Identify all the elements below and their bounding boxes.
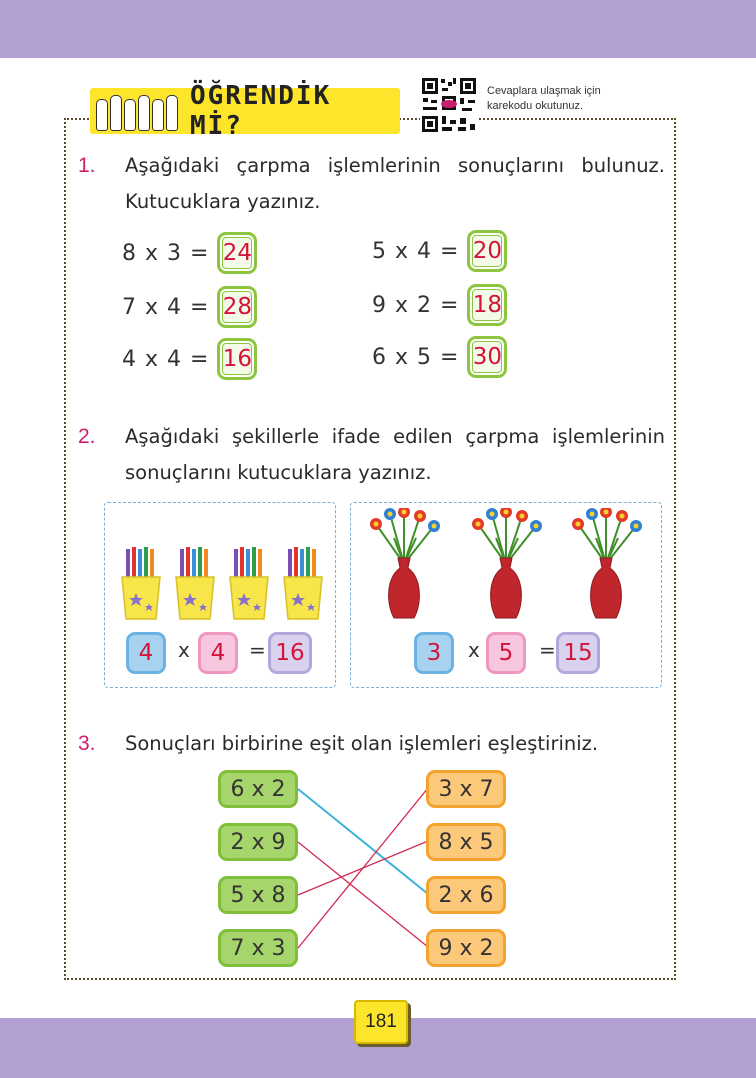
answer-box[interactable]: 28 bbox=[217, 286, 257, 328]
right-expression[interactable]: 3 x 7 bbox=[426, 770, 506, 808]
left-expression[interactable]: 5 x 8 bbox=[218, 876, 298, 914]
equation-3: 4 x 4 = 16 bbox=[122, 338, 257, 380]
flower-vase-icon bbox=[566, 508, 646, 620]
question-3-text: Sonuçları birbirine eşit olan işlemleri eşleştiriniz. bbox=[125, 732, 599, 755]
section-title: ÖĞRENDİK Mİ? bbox=[190, 81, 332, 141]
equation-5: 9 x 2 = 18 bbox=[372, 284, 507, 326]
equation-6: 6 x 5 = 30 bbox=[372, 336, 507, 378]
flower-vase-icon bbox=[466, 508, 546, 620]
left-expression[interactable]: 2 x 9 bbox=[218, 823, 298, 861]
left-expression[interactable]: 6 x 2 bbox=[218, 770, 298, 808]
answer-box[interactable]: 24 bbox=[217, 232, 257, 274]
factor-b-box[interactable]: 5 bbox=[486, 632, 526, 674]
question-2-text: Aşağıdaki şekillerle ifade edilen çarpma işlemlerinin sonuçlarını kutucuklara yazınız. bbox=[125, 425, 665, 484]
equals-sign: = bbox=[539, 638, 556, 662]
pencil-cup-icon bbox=[118, 545, 164, 621]
multiply-sign: x bbox=[178, 638, 190, 662]
top-band bbox=[0, 0, 756, 58]
right-expression[interactable]: 8 x 5 bbox=[426, 823, 506, 861]
question-1-number: 1. bbox=[78, 154, 96, 177]
result-box[interactable]: 15 bbox=[556, 632, 600, 674]
factor-a-box[interactable]: 3 bbox=[414, 632, 454, 674]
qr-code-icon[interactable] bbox=[420, 76, 478, 134]
answer-box[interactable]: 30 bbox=[467, 336, 507, 378]
answer-box[interactable]: 16 bbox=[217, 338, 257, 380]
flower-vase-icon bbox=[364, 508, 444, 620]
equation-1: 8 x 3 = 24 bbox=[122, 232, 257, 274]
right-expression[interactable]: 9 x 2 bbox=[426, 929, 506, 967]
factor-a-box[interactable]: 4 bbox=[126, 632, 166, 674]
answer-box[interactable]: 20 bbox=[467, 230, 507, 272]
result-box[interactable]: 16 bbox=[268, 632, 312, 674]
question-1-text: Aşağıdaki çarpma işlemlerinin sonuçlarını bulunuz. Kutucuklara yazınız. bbox=[125, 154, 665, 213]
question-2-number: 2. bbox=[78, 425, 96, 448]
left-expression[interactable]: 7 x 3 bbox=[218, 929, 298, 967]
section-banner bbox=[90, 81, 400, 141]
multiply-sign: x bbox=[468, 638, 480, 662]
page-number: 181 bbox=[354, 1000, 408, 1044]
pencil-cup-icon bbox=[280, 545, 326, 621]
pencil-cup-icon bbox=[172, 545, 218, 621]
equation-4: 5 x 4 = 20 bbox=[372, 230, 507, 272]
pencil-cup-icon bbox=[226, 545, 272, 621]
right-expression[interactable]: 2 x 6 bbox=[426, 876, 506, 914]
question-3-number: 3. bbox=[78, 732, 96, 755]
qr-instruction: Cevaplara ulaşmak için karekodu okutunuz. bbox=[487, 85, 601, 112]
raised-hands-icon bbox=[96, 91, 180, 131]
equation-2: 7 x 4 = 28 bbox=[122, 286, 257, 328]
equals-sign: = bbox=[249, 638, 266, 662]
factor-b-box[interactable]: 4 bbox=[198, 632, 238, 674]
answer-box[interactable]: 18 bbox=[467, 284, 507, 326]
